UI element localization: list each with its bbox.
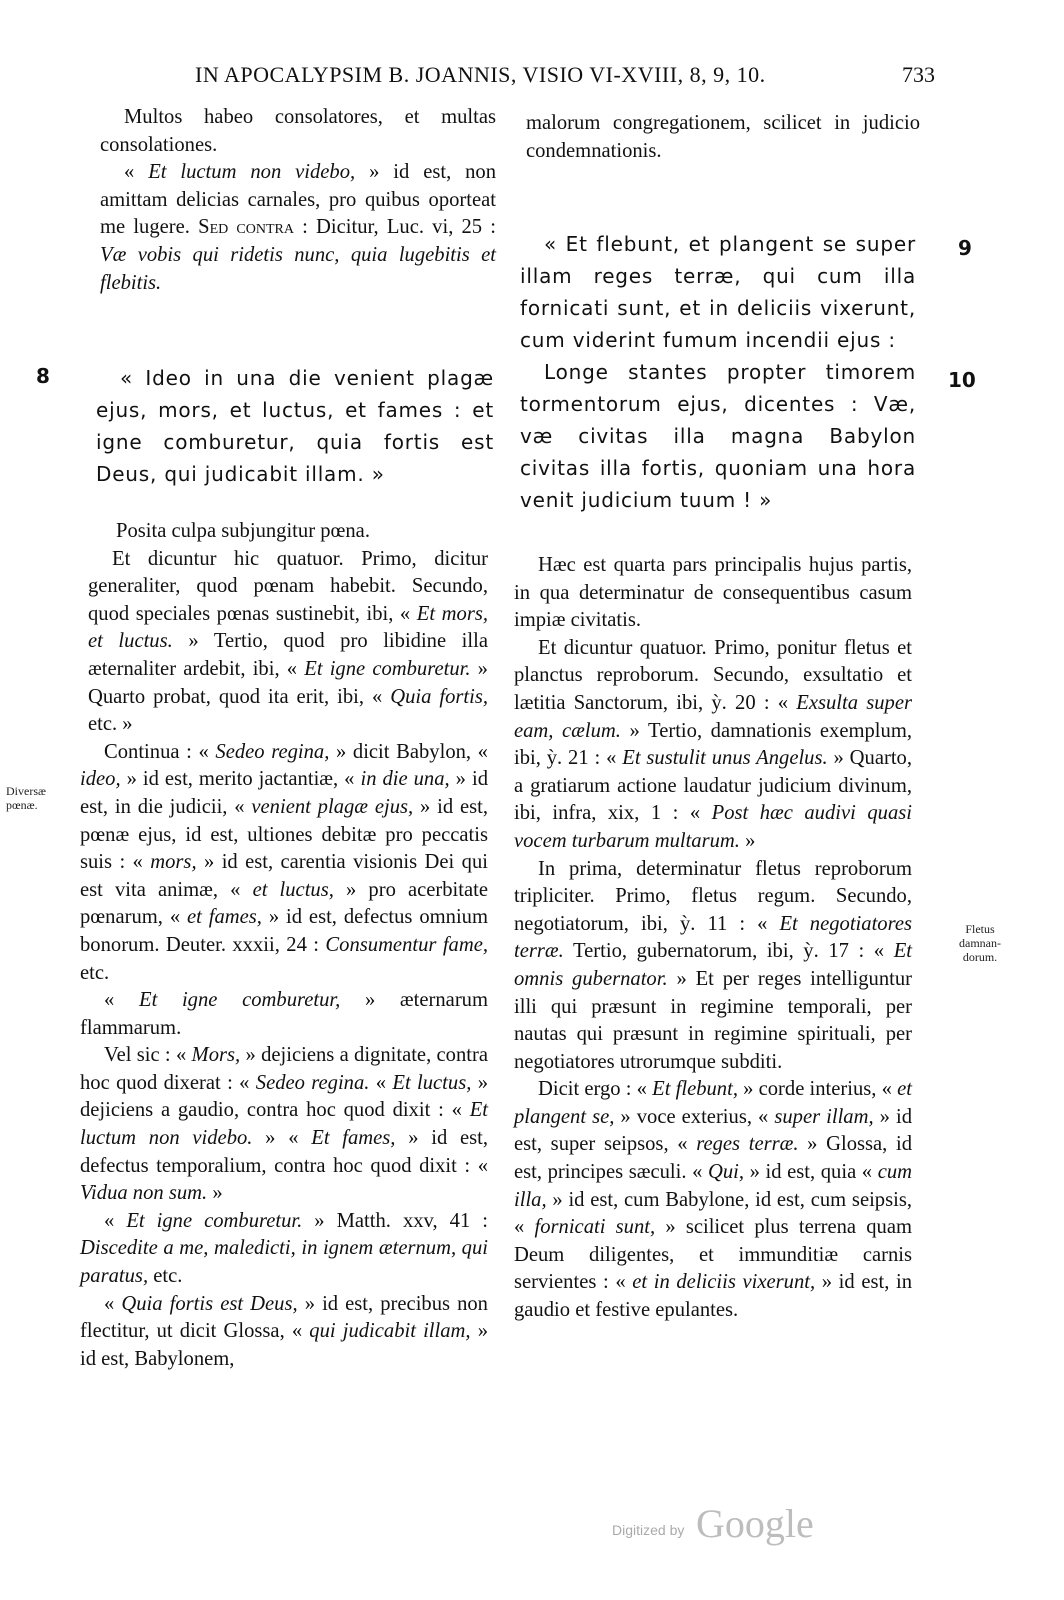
running-header	[195, 62, 935, 96]
paragraph: « Quia fortis est Deus, » id est, precibus non flectitur, ut dicit Glossa, « qui judicabit illam, » id est, Babylonem,	[80, 1292, 489, 1370]
paragraph: « Et luctum non videbo, » id est, non amittam delicias carnales, pro quibus oporteat me lugere. Sed contra : Dicitur, Luc. vi, 25 : Væ vobis qui ridetis nunc, quia lugebitis et flebitis.	[100, 161, 497, 294]
paragraph: Dicit ergo : « Et flebunt, » corde interius, « et plangent se, » voce exterius, « super illam, » id est, super seipsos, « reges terræ. » Glossa, id est, principes sæculi. « Qui, » id est, quia « cum illa, » id est, cum Babylone, id est, cum seipsis, « fornicati sunt, » scilicet plus terrena quam Deum diligentes, et immunditiæ carnis servientes : « et in deliciis vixerunt, » id est, in gaudio et festive epulantes.	[514, 1078, 913, 1322]
paragraph: Multos habeo consolatores, et multas consolationes.	[100, 106, 496, 156]
running-title: IN APOCALYPSIM B. JOANNIS, VISIO VI-XVIII, 8, 9, 10.	[195, 62, 766, 87]
verse-number-8: 8	[36, 364, 50, 388]
paragraph: Posita culpa subjungitur pœna.	[116, 520, 370, 542]
paragraph: Et dicuntur hic quatuor. Primo, dicitur generaliter, quod pœnam habebit. Secundo, quod speciales pœnas sustinebit, ibi, « Et mors, et luctus. » Tertio, quod pro libidine illa æternaliter ardebit, ibi, « Et igne comburetur. » Quarto probat, quod ita erit, ibi, « Quia fortis, etc. »	[88, 547, 489, 736]
lemma-verse-8: « Ideo in una die venient plagæ ejus, mors, et luctus, et fames : et igne comburetur, quia fortis est Deus, qui judicabit illam. »	[96, 366, 494, 486]
paragraph: malorum congregationem, scilicet in judicio condemnationis.	[526, 112, 920, 162]
left-column-main	[80, 518, 488, 1373]
paragraph: In prima, determinatur fletus reproborum tripliciter. Primo, fletus regum. Secundo, negotiatorum, ibi, ỳ. 11 : « Et negotiatores terræ. Tertio, gubernatorum, ibi, ỳ. 17 : « Et omnis gubernator. » Et per reges intelliguntur illi qui præsunt in regimine temporali, per nautas qui præsunt in regimine spirituali, per negotiatores utrorumque subditi.	[514, 857, 912, 1073]
paragraph: « Et igne comburetur, » æternarum flammarum.	[80, 989, 488, 1039]
verse-number-10: 10	[948, 368, 976, 392]
paragraph: « Et igne comburetur. » Matth. xxv, 41 : Discedite a me, maledicti, in ignem æternum, qui paratus, etc.	[80, 1209, 488, 1288]
margin-note-diversae-poenae: Diversæ pœnæ.	[6, 784, 46, 812]
margin-note-fletus-damnandorum: Fletus damnan- dorum.	[959, 922, 1001, 964]
verse-number-9: 9	[958, 236, 972, 260]
digitized-by-google-watermark	[612, 1500, 862, 1550]
lemma-verses-9-10: « Et flebunt, et plangent se super illam reges terræ, qui cum illa fornicati sunt, et in deliciis vixerunt, cum viderint fumum incendii ejus : Longe stantes propter timorem tormentorum ejus, dicentes : Væ, væ civitas illa magna Babylon civitas illa fortis, quoniam una hora venit judicium tuum ! »	[520, 232, 916, 512]
digitized-label: Digitized by	[612, 1522, 685, 1538]
google-logo: Google	[696, 1501, 814, 1546]
left-column-top	[100, 104, 496, 297]
right-column-main	[514, 552, 912, 1325]
right-column-top	[526, 110, 920, 165]
paragraph: Hæc est quarta pars principalis hujus partis, in qua determinatur de consequentibus casum impiæ civitatis.	[514, 554, 912, 632]
paragraph: Et dicuntur quatuor. Primo, ponitur fletus et planctus reproborum. Secundo, exsultatio et lætitia Sanctorum, ibi, ỳ. 20 : « Exsulta super eam, cælum. » Tertio, damnationis exemplum, ibi, ỳ. 21 : « Et sustulit unus Angelus. » Quarto, a gratiarum actione laudatur judicium divinum, ibi, infra, xix, 1 : « Post hæc audivi quasi vocem turbarum multarum. »	[514, 636, 913, 852]
paragraph: Continua : « Sedeo regina, » dicit Babylon, « ideo, » id est, merito jactantiæ, « in die una, » id est, in die judicii, « venient plagæ ejus, » id est, pœnæ ejus, id est, ultiones debitæ pro peccatis suis : « mors, » id est, carentia visionis Dei qui est vita animæ, « et luctus, » pro acerbitate pœnarum, « et fames, » id est, defectus omnium bonorum. Deuter. xxxii, 24 : Consumentur fame, etc.	[80, 740, 488, 984]
paragraph: Vel sic : « Mors, » dejiciens a dignitate, contra hoc quod dixerat : « Sedeo regina. « Et luctus, » dejiciens a gaudio, contra hoc quod dixit : « Et luctum non videbo. » « Et fames, » id est, defectus temporalium, contra hoc quod dixit : « Vidua non sum. »	[80, 1044, 489, 1205]
page-number: 733	[902, 62, 935, 87]
